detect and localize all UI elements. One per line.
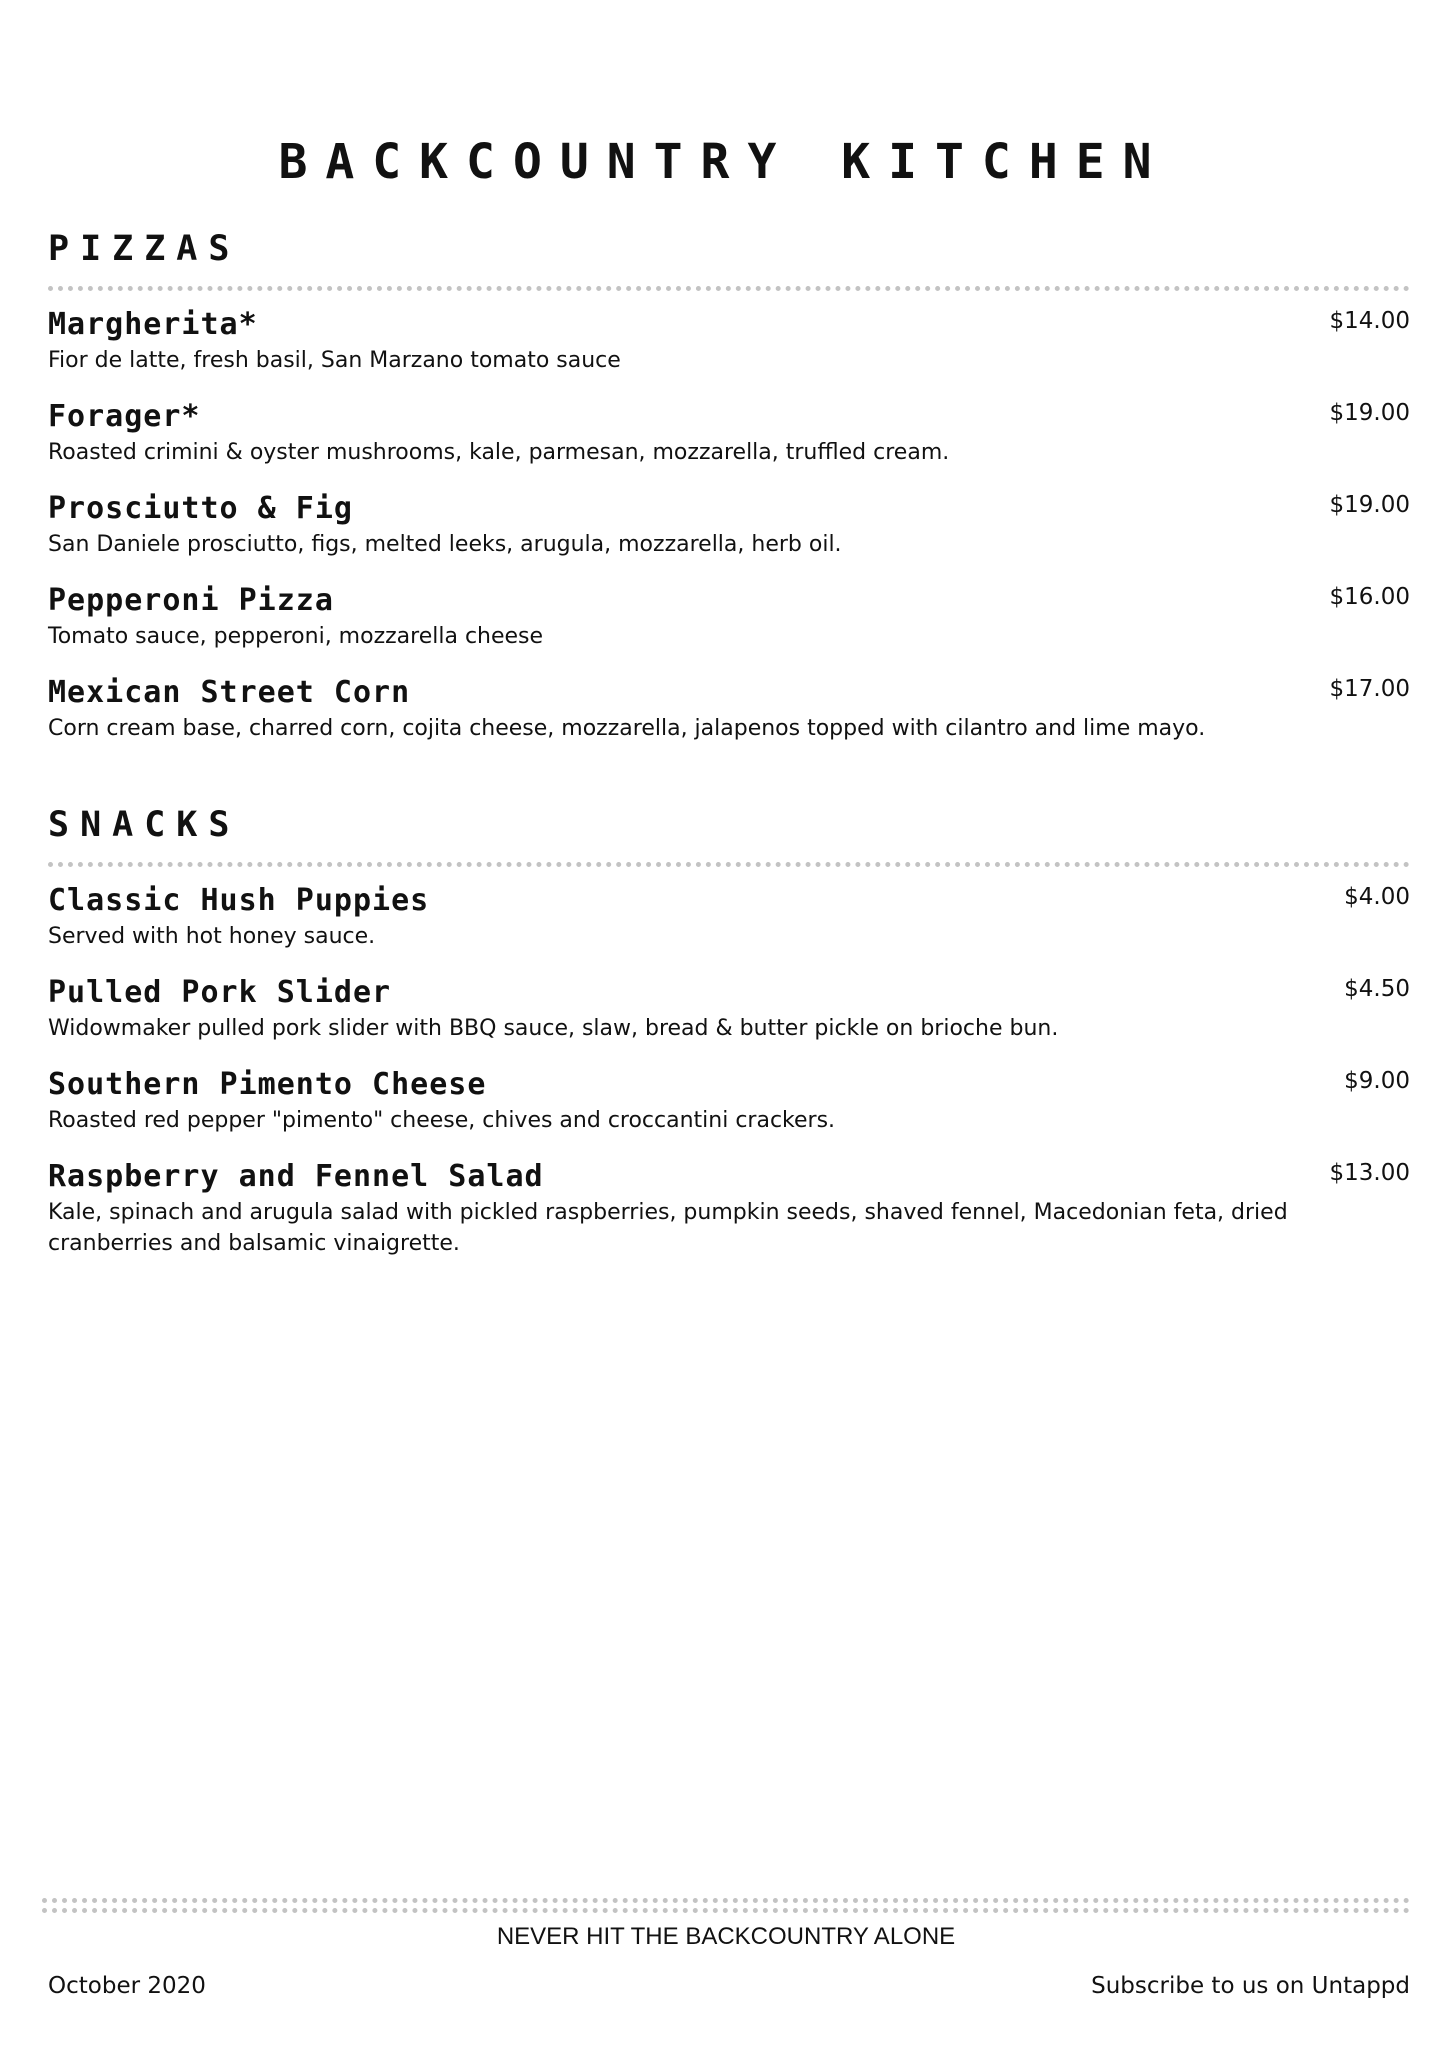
item-name: Classic Hush Puppies [48,883,430,918]
item-description: Roasted red pepper "pimento" cheese, chives and croccantini crackers. [48,1108,836,1133]
item-description: Tomato sauce, pepperoni, mozzarella cheese [48,624,544,649]
item-name: Pulled Pork Slider [48,975,392,1010]
menu-item-pepperoni-pizza [48,581,1410,652]
item-description: Roasted crimini & oyster mushrooms, kale, parmesan, mozzarella, truffled cream. [48,440,950,465]
footer-tagline: NEVER HIT THE BACKCOUNTRY ALONE [496,1923,956,1950]
menu-item-prosciutto-fig [48,489,1410,560]
item-price: $14.00 [1329,308,1410,334]
item-price: $4.50 [1344,976,1410,1002]
section-snacks [48,800,1410,1280]
item-name: Southern Pimento Cheese [48,1067,487,1102]
item-price: $16.00 [1329,584,1410,610]
section-pizzas [48,224,1410,765]
section-title-pizzas: PIZZAS [48,229,241,269]
item-description: Corn cream base, charred corn, cojita cheese, mozzarella, jalapenos topped with cilantro and lime mayo. [48,716,1206,741]
footer-subscribe: Subscribe to us on Untappd [1091,1973,1410,1999]
item-name: Margherita* [48,307,258,342]
menu-item-margherita [48,305,1410,376]
item-price: $19.00 [1329,492,1410,518]
item-description: Kale, spinach and arugula salad with pickled raspberries, pumpkin seeds, shaved fennel, Macedonian feta, dried cranberries and balsamic vinaigrette. [48,1200,1288,1256]
footer-divider [42,1898,1410,1903]
footer-divider [42,1908,1410,1913]
item-description: Widowmaker pulled pork slider with BBQ sauce, slaw, bread & butter pickle on brioche bun. [48,1016,1059,1041]
item-description: San Daniele prosciutto, figs, melted leeks, arugula, mozzarella, herb oil. [48,532,842,557]
item-price: $13.00 [1329,1160,1410,1186]
footer-row [48,1968,1410,2004]
item-name: Mexican Street Corn [48,675,411,710]
dotted-divider [48,286,1410,291]
item-price: $17.00 [1329,676,1410,702]
section-title-snacks: SNACKS [48,805,241,845]
item-price: $9.00 [1344,1068,1410,1094]
item-description: Fior de latte, fresh basil, San Marzano tomato sauce [48,348,621,373]
item-price: $19.00 [1329,400,1410,426]
menu-item-raspberry-fennel-salad [48,1157,1410,1259]
menu-item-forager [48,397,1410,468]
page-footer [42,1898,1410,1999]
page-title: BACKCOUNTRY KITCHEN [278,134,1170,190]
item-name: Prosciutto & Fig [48,491,353,526]
item-price: $4.00 [1344,884,1410,910]
footer-date: October 2020 [48,1973,206,1999]
menu-item-pulled-pork-slider [48,973,1410,1044]
dotted-divider [48,862,1410,867]
item-name: Forager* [48,399,201,434]
item-name: Raspberry and Fennel Salad [48,1159,544,1194]
menu-item-southern-pimento-cheese [48,1065,1410,1136]
item-description: Served with hot honey sauce. [48,924,376,949]
menu-item-mexican-street-corn [48,673,1410,744]
item-name: Pepperoni Pizza [48,583,334,618]
menu-item-classic-hush-puppies [48,881,1410,952]
